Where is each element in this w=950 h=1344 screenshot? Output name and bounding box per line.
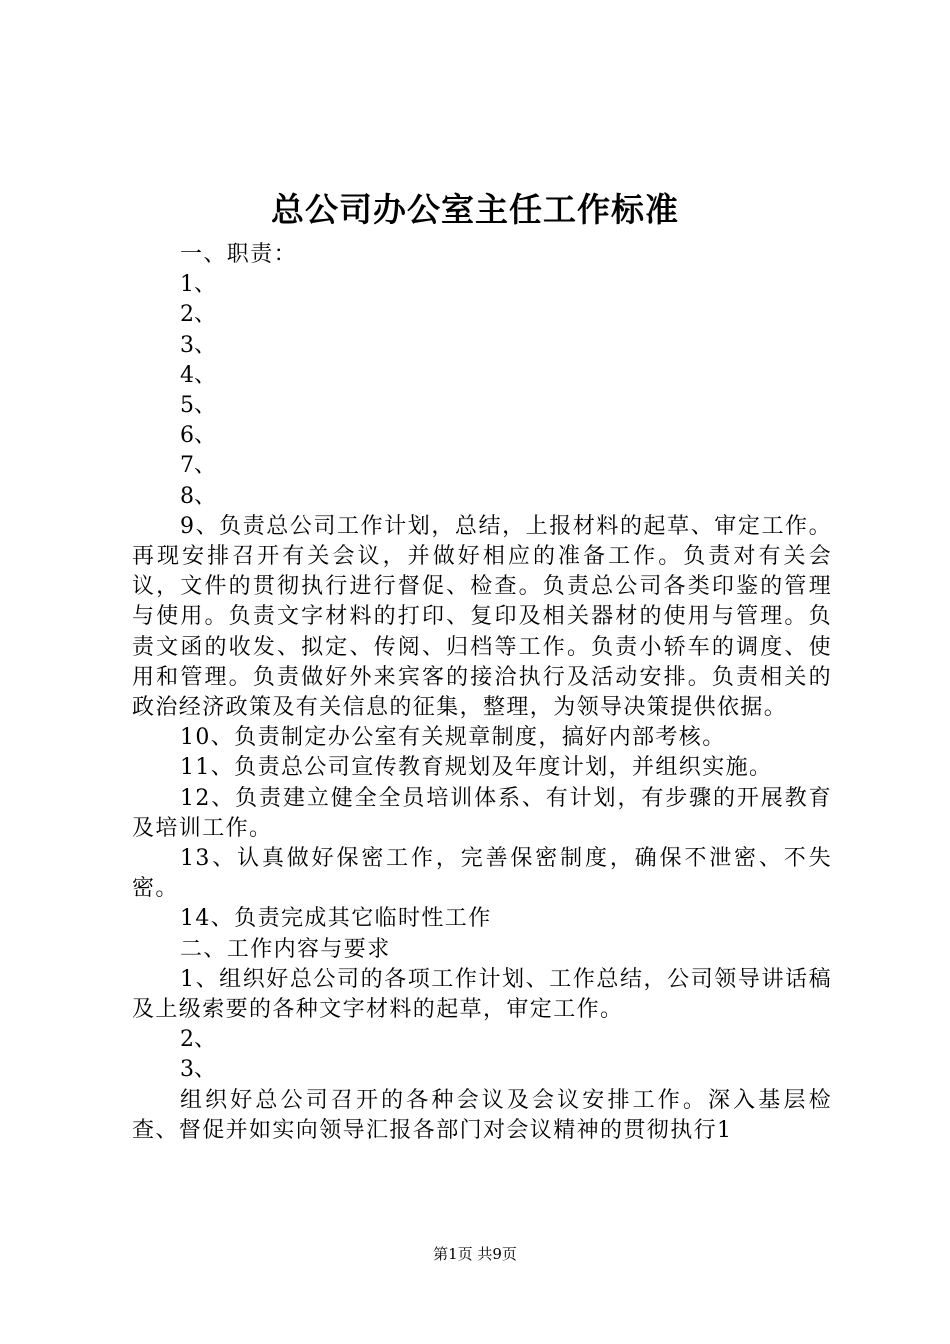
- list-item: 1、组织好总公司的各项工作计划、工作总结，公司领导讲话稿及上级索要的各种文字材料的起草，审定工作。: [132, 966, 832, 1023]
- list-item: 12、负责建立健全全员培训体系、有计划，有步骤的开展教育及培训工作。: [132, 785, 832, 841]
- document-body: [132, 240, 832, 1146]
- section-heading-requirements: 二、工作内容与要求: [180, 936, 391, 962]
- section-heading-duties: 一、职责：: [180, 242, 298, 267]
- page-footer: 第1页 共9页: [433, 1245, 517, 1263]
- list-item: 5、: [180, 393, 216, 419]
- body-paragraph: 组织好总公司召开的各种会议及会议安排工作。深入基层检查、督促并如实向领导汇报各部门对会议精神的贯彻执行1: [132, 1087, 832, 1143]
- list-item: 7、: [180, 453, 216, 479]
- list-item: 6、: [180, 423, 216, 449]
- list-item: 9、负责总公司工作计划，总结，上报材料的起草、审定工作。再现安排召开有关会议，并做好相应的准备工作。负责对有关会议，文件的贯彻执行进行督促、检查。负责总公司各类印鉴的管理与使用。负责文字材料的打印、复印及相关器材的使用与管理。负责文函的收发、拟定、传阅、归档等工作。负责小轿车的调度、使用和管理。负责做好外来宾客的接洽执行及活动安排。负责相关的政治经济政策及有关信息的征集，整理，为领导决策提供依据。: [132, 513, 832, 721]
- list-item: 3、: [180, 1057, 216, 1083]
- list-item: 8、: [180, 483, 216, 509]
- list-item: 11、负责总公司宣传教育规划及年度计划，并组织实施。: [180, 755, 773, 781]
- list-item: 1、: [180, 272, 216, 298]
- list-item: 14、负责完成其它临时性工作: [180, 906, 492, 932]
- list-item: 13、认真做好保密工作，完善保密制度，确保不泄密、不失密。: [132, 846, 832, 902]
- document-title: 总公司办公室主任工作标准: [271, 190, 679, 229]
- list-item: 3、: [180, 332, 216, 358]
- list-item: 2、: [180, 302, 216, 328]
- list-item: 10、负责制定办公室有关规章制度，搞好内部考核。: [180, 725, 726, 751]
- list-item: 4、: [180, 362, 216, 388]
- list-item: 2、: [180, 1027, 216, 1053]
